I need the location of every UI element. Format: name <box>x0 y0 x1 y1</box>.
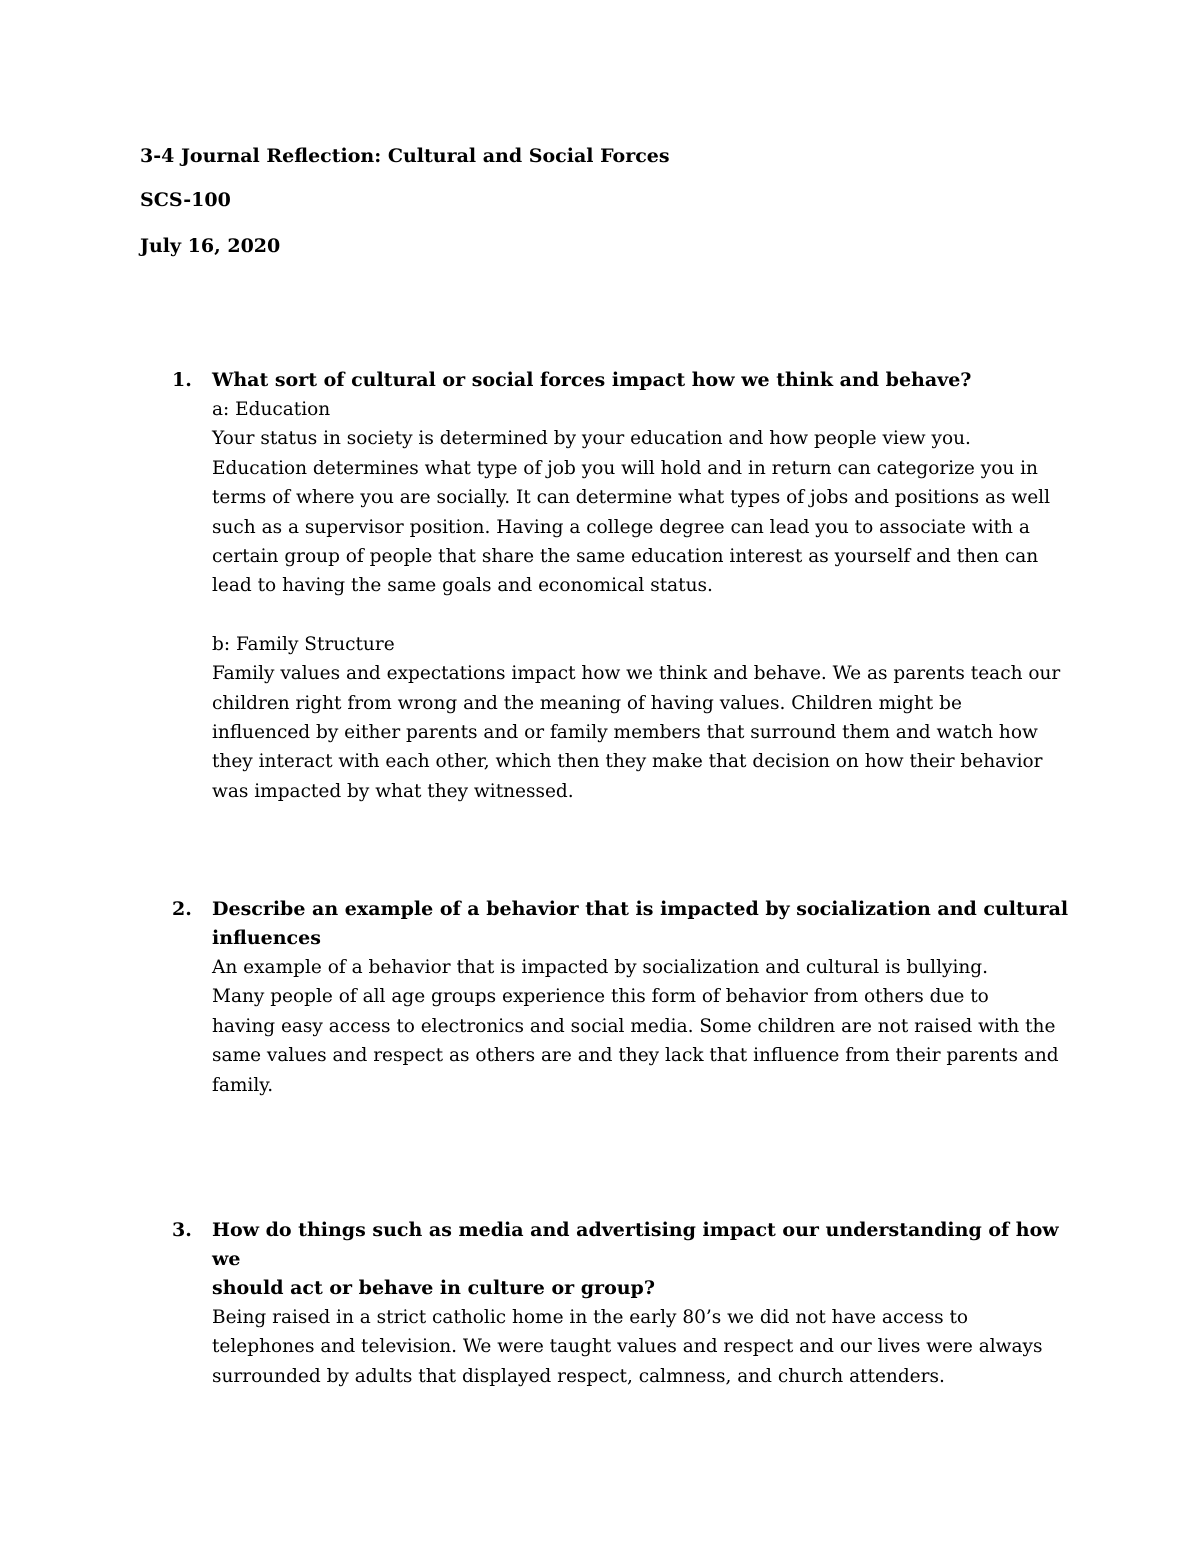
question-title-line-2: influences <box>212 927 321 949</box>
question-title-line-2: should act or behave in culture or group? <box>212 1277 655 1299</box>
question-number: 3. <box>172 1219 192 1241</box>
answer-education: Your status in society is determined by your education and how people view you. Education determines what type of job you will hold and in return can categorize you in terms of where you are socially. It can determine what types of jobs and positions as well such as a supervisor position. Having a college degree can lead you to associate with a certain group of people that share the same education interest as yourself and then can lead to having the same goals and economical status. <box>212 428 1050 597</box>
question-body <box>212 895 1072 1100</box>
question-title-line-1: Describe an example of a behavior that is impacted by socialization and cultural <box>212 898 1069 920</box>
question-title: What sort of cultural or social forces impact how we think and behave? <box>212 369 972 391</box>
document-date: July 16, 2020 <box>140 235 281 257</box>
answer-text: An example of a behavior that is impacted by socialization and cultural is bullying. Many people of all age groups experience this form of behavior from others due to having easy access to electronics and social media. Some children are not raised with the same values and respect as others are and they lack that influence from their parents and family. <box>212 957 1059 1096</box>
answer-text: Being raised in a strict catholic home in the early 80’s we did not have access to telephones and television. We were taught values and respect and our lives were always surrounded by adults that displayed respect, calmness, and church attenders. <box>212 1307 1043 1387</box>
question-body <box>212 366 1072 806</box>
question-number: 1. <box>172 369 192 391</box>
question-title-line-1: How do things such as media and advertising impact our understanding of how we <box>212 1219 1059 1270</box>
question-number: 2. <box>172 898 192 920</box>
document-title: 3-4 Journal Reflection: Cultural and Social Forces <box>140 145 670 167</box>
spacer <box>212 601 1072 630</box>
sub-heading-family-structure: b: Family Structure <box>212 633 395 655</box>
course-code: SCS-100 <box>140 189 231 211</box>
sub-heading-education: a: Education <box>212 399 331 420</box>
question-body <box>212 1216 1072 1391</box>
answer-family-structure: Family values and expectations impact how we think and behave. We as parents teach our children right from wrong and the meaning of having values. Children might be influenced by either parents and or family members that surround them and watch how they interact with each other, which then they make that decision on how their behavior was impacted by what they witnessed. <box>212 663 1061 802</box>
